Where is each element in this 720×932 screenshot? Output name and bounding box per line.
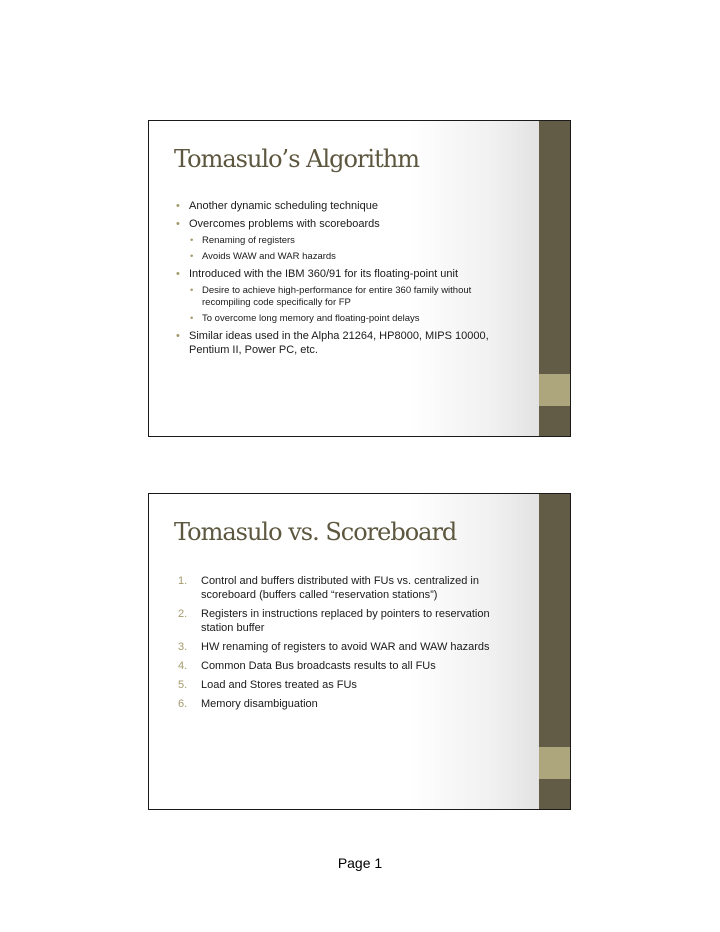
bullet-icon: •	[190, 235, 194, 246]
numbered-list	[178, 574, 518, 716]
bullet-text: Similar ideas used in the Alpha 21264, HP8000, MIPS 10000, Pentium II, Power PC, etc.	[189, 330, 489, 356]
bullet-icon: •	[176, 200, 180, 212]
bullet-item	[176, 199, 516, 213]
bullet-list	[176, 199, 516, 361]
sub-bullet-item	[176, 235, 516, 247]
slide-tomasulo-algorithm	[148, 120, 571, 437]
bullet-text: Renaming of registers	[202, 235, 295, 246]
bullet-icon: •	[176, 330, 180, 342]
item-number: 3.	[178, 641, 188, 653]
item-number: 4.	[178, 660, 188, 672]
numbered-item	[178, 659, 518, 673]
numbered-item	[178, 574, 518, 602]
item-text: Load and Stores treated as FUs	[201, 679, 357, 691]
slide-title: Tomasulo vs. Scoreboard	[174, 518, 457, 546]
bullet-item	[176, 267, 516, 281]
numbered-item	[178, 678, 518, 692]
slide-sidebar	[539, 494, 570, 809]
bullet-text: To overcome long memory and floating-point delays	[202, 313, 420, 324]
bullet-text: Avoids WAW and WAR hazards	[202, 251, 336, 262]
bullet-text: Another dynamic scheduling technique	[189, 200, 378, 212]
page-number-label: Page 1	[337, 855, 383, 871]
bullet-icon: •	[176, 268, 180, 280]
bullet-item	[176, 217, 516, 231]
bullet-icon: •	[176, 218, 180, 230]
bullet-text: Desire to achieve high-performance for entire 360 family without recompiling code specifically for FP	[202, 285, 472, 308]
item-text: Memory disambiguation	[201, 698, 318, 710]
item-number: 1.	[178, 575, 188, 587]
sub-bullet-item	[176, 251, 516, 263]
bullet-icon: •	[190, 251, 194, 262]
item-text: Registers in instructions replaced by pointers to reservation station buffer	[201, 608, 490, 634]
numbered-item	[178, 640, 518, 654]
sub-bullet-item	[176, 285, 516, 309]
slide-tomasulo-vs-scoreboard	[148, 493, 571, 810]
item-text: Common Data Bus broadcasts results to all FUs	[201, 660, 436, 672]
slide-title: Tomasulo’s Algorithm	[174, 145, 419, 173]
bullet-item	[176, 329, 516, 357]
item-text: Control and buffers distributed with FUs vs. centralized in scoreboard (buffers called “reservation stations”)	[201, 575, 479, 601]
slide-sidebar	[539, 121, 570, 436]
numbered-item	[178, 607, 518, 635]
item-number: 5.	[178, 679, 188, 691]
sub-bullet-item	[176, 313, 516, 325]
item-number: 2.	[178, 608, 188, 620]
sidebar-accent-block	[539, 747, 570, 779]
sidebar-accent-block	[539, 374, 570, 406]
bullet-text: Introduced with the IBM 360/91 for its floating-point unit	[189, 268, 459, 280]
item-text: HW renaming of registers to avoid WAR and WAW hazards	[201, 641, 490, 653]
numbered-item	[178, 697, 518, 711]
bullet-text: Overcomes problems with scoreboards	[189, 218, 380, 230]
item-number: 6.	[178, 698, 188, 710]
bullet-icon: •	[190, 313, 194, 324]
bullet-icon: •	[190, 285, 194, 296]
